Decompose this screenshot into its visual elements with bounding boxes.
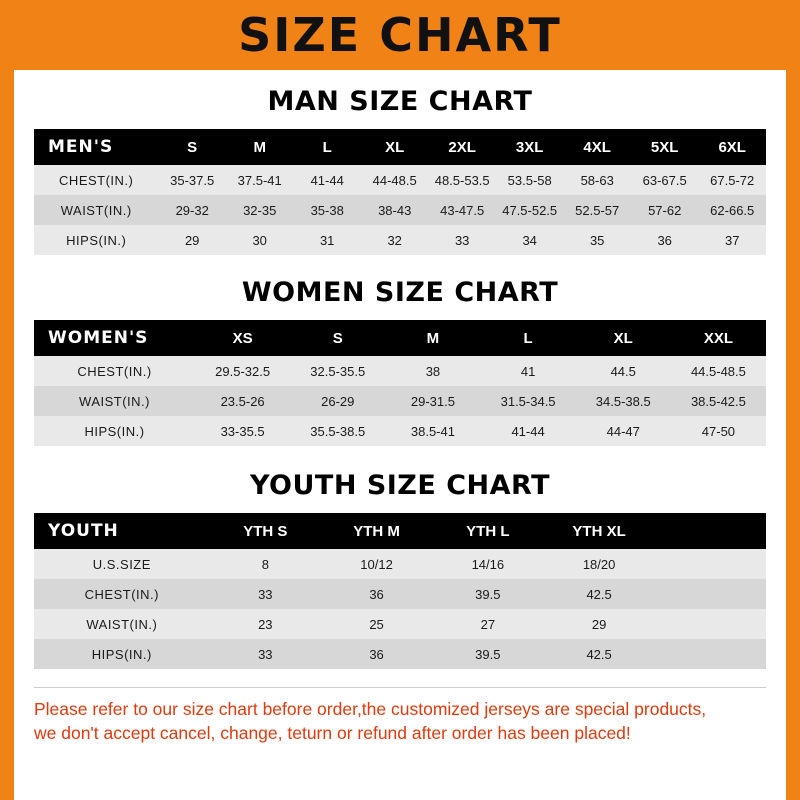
women-cell-2-2: 38.5-41 [385, 416, 480, 446]
women-cell-2-3: 41-44 [481, 416, 576, 446]
man-cell-0-0: 35-37.5 [158, 165, 226, 195]
table-header-row [34, 513, 766, 549]
youth-row-label-1: CHEST(IN.) [34, 579, 210, 609]
youth-col-2: YTH L [432, 513, 543, 549]
women-col-2: M [385, 320, 480, 356]
youth-cell-3-2: 39.5 [432, 639, 543, 669]
youth-cell-0-2: 14/16 [432, 549, 543, 579]
youth-cell-0-0: 8 [210, 549, 321, 579]
women-row-label-1: WAIST(IN.) [34, 386, 195, 416]
content-area [0, 86, 800, 669]
man-col-4: 2XL [428, 129, 496, 165]
table-header-row [34, 129, 766, 165]
women-cell-1-3: 31.5-34.5 [481, 386, 576, 416]
table-row [34, 609, 766, 639]
women-col-3: L [481, 320, 576, 356]
man-size-table [34, 129, 766, 255]
women-cell-0-4: 44.5 [576, 356, 671, 386]
man-cell-1-7: 57-62 [631, 195, 699, 225]
man-col-1: M [226, 129, 294, 165]
women-cell-1-2: 29-31.5 [385, 386, 480, 416]
man-cell-1-5: 47.5-52.5 [496, 195, 564, 225]
women-cell-1-4: 34.5-38.5 [576, 386, 671, 416]
youth-cell-1-0: 33 [210, 579, 321, 609]
man-row-label-1: WAIST(IN.) [34, 195, 158, 225]
man-cell-1-8: 62-66.5 [698, 195, 766, 225]
footer-line-2: we don't accept cancel, change, teturn or refund after order has been placed! [34, 722, 631, 743]
man-cell-0-7: 63-67.5 [631, 165, 699, 195]
man-cell-2-6: 35 [563, 225, 631, 255]
table-row [34, 549, 766, 579]
man-row-label-0: CHEST(IN.) [34, 165, 158, 195]
women-cell-1-0: 23.5-26 [195, 386, 290, 416]
man-cell-2-4: 33 [428, 225, 496, 255]
women-cell-0-5: 44.5-48.5 [671, 356, 766, 386]
man-cell-2-3: 32 [361, 225, 429, 255]
women-cell-2-0: 33-35.5 [195, 416, 290, 446]
women-cell-0-3: 41 [481, 356, 576, 386]
women-col-0: XS [195, 320, 290, 356]
youth-cell-3-0: 33 [210, 639, 321, 669]
youth-cell-1-4 [655, 579, 766, 609]
youth-col-0: YTH S [210, 513, 321, 549]
women-row-label-2: HIPS(IN.) [34, 416, 195, 446]
table-row [34, 639, 766, 669]
man-cell-0-5: 53.5-58 [496, 165, 564, 195]
youth-cell-2-2: 27 [432, 609, 543, 639]
women-cell-1-5: 38.5-42.5 [671, 386, 766, 416]
youth-col-4 [655, 513, 766, 549]
women-col-1: S [290, 320, 385, 356]
man-cell-0-2: 41-44 [293, 165, 361, 195]
man-col-8: 6XL [698, 129, 766, 165]
page-title: SIZE CHART [238, 8, 562, 62]
man-cell-1-6: 52.5-57 [563, 195, 631, 225]
youth-cell-1-3: 42.5 [543, 579, 654, 609]
man-cell-2-0: 29 [158, 225, 226, 255]
man-cell-1-3: 38-43 [361, 195, 429, 225]
women-size-table [34, 320, 766, 446]
man-cell-0-4: 48.5-53.5 [428, 165, 496, 195]
table-row [34, 225, 766, 255]
youth-cell-2-1: 25 [321, 609, 432, 639]
youth-col-3: YTH XL [543, 513, 654, 549]
footer-disclaimer [34, 687, 766, 745]
man-cell-0-1: 37.5-41 [226, 165, 294, 195]
man-cell-2-2: 31 [293, 225, 361, 255]
youth-cell-0-1: 10/12 [321, 549, 432, 579]
man-col-0: S [158, 129, 226, 165]
man-section-title: MAN SIZE CHART [267, 86, 533, 117]
youth-row-label-2: WAIST(IN.) [34, 609, 210, 639]
table-row [34, 195, 766, 225]
women-col-4: XL [576, 320, 671, 356]
table-row [34, 416, 766, 446]
header-banner [0, 0, 800, 70]
women-cell-0-0: 29.5-32.5 [195, 356, 290, 386]
table-header-row [34, 320, 766, 356]
table-row [34, 165, 766, 195]
women-cell-0-2: 38 [385, 356, 480, 386]
youth-row-label-0: U.S.SIZE [34, 549, 210, 579]
youth-cell-0-3: 18/20 [543, 549, 654, 579]
youth-cell-0-4 [655, 549, 766, 579]
man-col-5: 3XL [496, 129, 564, 165]
women-row-header-label: WOMEN'S [34, 320, 195, 356]
youth-cell-2-4 [655, 609, 766, 639]
man-row-header-label: MEN'S [34, 129, 158, 165]
women-cell-2-1: 35.5-38.5 [290, 416, 385, 446]
youth-size-table [34, 513, 766, 669]
youth-row-label-3: HIPS(IN.) [34, 639, 210, 669]
women-col-5: XXL [671, 320, 766, 356]
man-cell-0-8: 67.5-72 [698, 165, 766, 195]
man-cell-1-4: 43-47.5 [428, 195, 496, 225]
man-cell-0-6: 58-63 [563, 165, 631, 195]
youth-cell-1-1: 36 [321, 579, 432, 609]
youth-cell-3-4 [655, 639, 766, 669]
youth-cell-1-2: 39.5 [432, 579, 543, 609]
women-cell-2-4: 44-47 [576, 416, 671, 446]
man-col-7: 5XL [631, 129, 699, 165]
man-cell-2-8: 37 [698, 225, 766, 255]
man-cell-2-1: 30 [226, 225, 294, 255]
youth-col-1: YTH M [321, 513, 432, 549]
women-section-title: WOMEN SIZE CHART [241, 277, 559, 308]
youth-cell-2-0: 23 [210, 609, 321, 639]
women-cell-1-1: 26-29 [290, 386, 385, 416]
youth-cell-2-3: 29 [543, 609, 654, 639]
youth-row-header-label: YOUTH [34, 513, 210, 549]
man-cell-0-3: 44-48.5 [361, 165, 429, 195]
youth-section-title: YOUTH SIZE CHART [249, 470, 551, 501]
man-cell-2-7: 36 [631, 225, 699, 255]
women-cell-0-1: 32.5-35.5 [290, 356, 385, 386]
man-cell-1-2: 35-38 [293, 195, 361, 225]
women-row-label-0: CHEST(IN.) [34, 356, 195, 386]
youth-cell-3-3: 42.5 [543, 639, 654, 669]
man-col-3: XL [361, 129, 429, 165]
man-row-label-2: HIPS(IN.) [34, 225, 158, 255]
youth-cell-3-1: 36 [321, 639, 432, 669]
footer-line-1: Please refer to our size chart before order,the customized jerseys are special products, [34, 699, 707, 719]
table-row [34, 579, 766, 609]
table-row [34, 386, 766, 416]
women-cell-2-5: 47-50 [671, 416, 766, 446]
man-cell-2-5: 34 [496, 225, 564, 255]
man-cell-1-1: 32-35 [226, 195, 294, 225]
table-row [34, 356, 766, 386]
man-col-2: L [293, 129, 361, 165]
man-col-6: 4XL [563, 129, 631, 165]
man-cell-1-0: 29-32 [158, 195, 226, 225]
